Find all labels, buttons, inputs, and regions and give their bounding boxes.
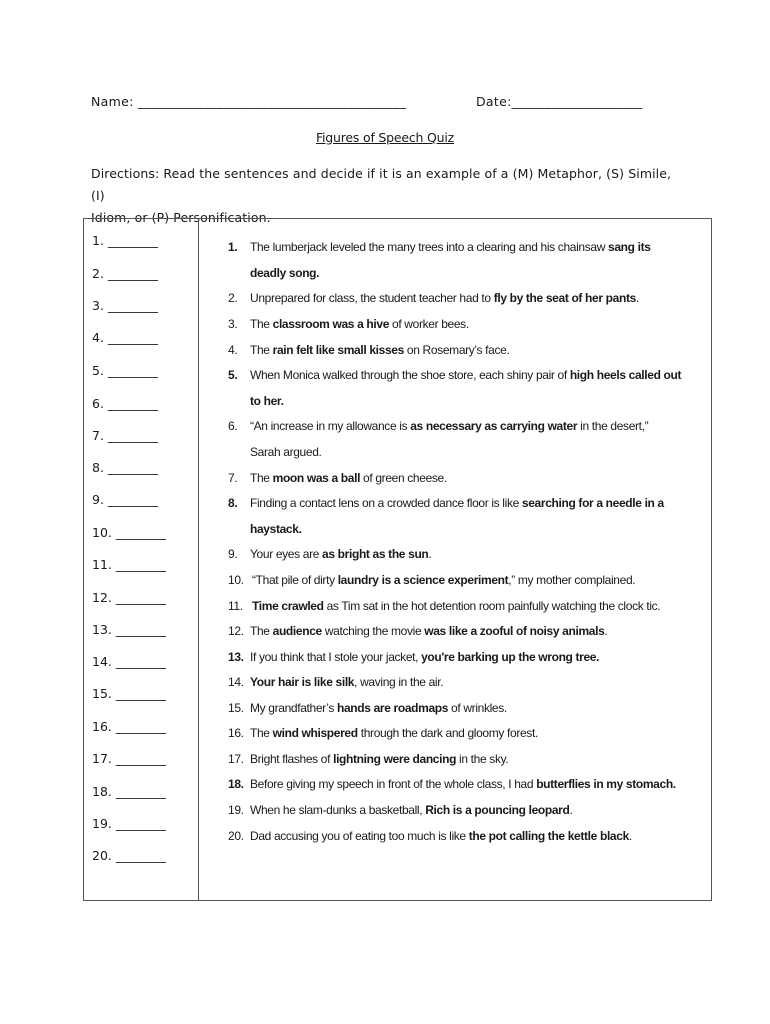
question-number: 3. <box>228 317 238 331</box>
date-field: Date:____________________ <box>476 94 643 109</box>
answer-blank-1[interactable]: 1. ________ <box>92 233 158 248</box>
question-text: . <box>569 803 573 817</box>
answer-blank-15[interactable]: 15. ________ <box>92 686 166 701</box>
question-number: 2. <box>228 291 238 305</box>
question-text: through the dark and gloomy forest. <box>357 726 538 740</box>
answer-blank-18[interactable]: 18. ________ <box>92 784 166 799</box>
question-number: 15. <box>228 701 244 715</box>
question-1-continued <box>250 266 319 280</box>
directions-line-1: Directions: Read the sentences and decide if it is an example of a (M) Metaphor, (S) Simile, (I) <box>91 166 672 203</box>
figure-of-speech: as bright as the sun <box>322 547 429 561</box>
figure-of-speech: was like a zooful of noisy animals <box>424 624 605 638</box>
question-number: 11. <box>228 599 243 613</box>
answer-blank-7[interactable]: 7. ________ <box>92 428 158 443</box>
figure-of-speech: you're barking up the wrong tree. <box>421 650 600 664</box>
question-number: 9. <box>228 547 238 561</box>
directions-line-2: Idiom, or (P) Personification. <box>91 210 271 225</box>
question-text: of green cheese. <box>360 471 447 485</box>
question-number: 14. <box>228 675 244 689</box>
answer-blank-14[interactable]: 14. ________ <box>92 654 166 669</box>
question-number: 7. <box>228 471 238 485</box>
figure-of-speech: searching for a needle in a <box>521 496 664 510</box>
question-text: as Tim sat in the hot detention room painfully watching the clock tic. <box>323 599 661 613</box>
question-number: 1. <box>228 240 238 254</box>
question-text: . <box>604 624 608 638</box>
answer-blank-13[interactable]: 13. ________ <box>92 622 166 637</box>
question-6-continued <box>250 445 322 459</box>
question-number: 10. <box>228 573 244 587</box>
question-text: Bright flashes of <box>250 752 334 766</box>
question-text: “An increase in my allowance is <box>250 419 411 433</box>
answer-blank-9[interactable]: 9. ________ <box>92 492 158 507</box>
question-text: Finding a contact lens on a crowded dance floor is like <box>250 496 522 510</box>
question-number: 5. <box>228 368 238 382</box>
question-text: If you think that I stole your jacket, <box>250 650 422 664</box>
question-text: My grandfather’s <box>250 701 337 715</box>
figure-of-speech: fly by the seat of her pants <box>493 291 636 305</box>
answer-blank-5[interactable]: 5. ________ <box>92 363 158 378</box>
figure-of-speech: as necessary as carrying water <box>410 419 578 433</box>
question-number: 19. <box>228 803 244 817</box>
answer-blank-19[interactable]: 19. ________ <box>92 816 166 831</box>
figure-of-speech: lightning were dancing <box>333 752 457 766</box>
figure-of-speech: classroom was a hive <box>272 317 390 331</box>
question-text: Unprepared for class, the student teacher had to <box>250 291 494 305</box>
question-text: in the sky. <box>456 752 509 766</box>
question-number: 6. <box>228 419 238 433</box>
figure-of-speech: audience <box>272 624 322 638</box>
answer-blank-20[interactable]: 20. ________ <box>92 848 166 863</box>
figure-of-speech: haystack. <box>250 522 302 536</box>
figure-of-speech: deadly song. <box>250 266 320 280</box>
question-text: The lumberjack leveled the many trees into a clearing and his chainsaw <box>250 240 609 254</box>
answer-blank-17[interactable]: 17. ________ <box>92 751 166 766</box>
page-title: Figures of Speech Quiz <box>315 130 455 145</box>
question-text: The <box>250 343 273 357</box>
question-text: When Monica walked through the shoe store, each shiny pair of <box>250 368 570 382</box>
question-text: , waving in the air. <box>354 675 444 689</box>
question-number: 18. <box>228 777 244 791</box>
question-text: watching the movie <box>321 624 425 638</box>
figure-of-speech: Rich is a pouncing leopard <box>425 803 570 817</box>
answer-blank-2[interactable]: 2. ________ <box>92 266 158 281</box>
question-text: Before giving my speech in front of the whole class, I had <box>250 777 537 791</box>
question-text: The <box>250 726 273 740</box>
header <box>91 94 681 112</box>
figure-of-speech: butterflies in my stomach. <box>536 777 676 791</box>
question-text: . <box>628 829 632 843</box>
quiz-table <box>83 218 712 901</box>
name-field: Name: _________________________________________ <box>91 94 407 109</box>
question-text: of wrinkles. <box>448 701 507 715</box>
figure-of-speech: Time crawled <box>252 599 324 613</box>
question-text: The <box>250 624 273 638</box>
question-text: ,” my mother complained. <box>508 573 636 587</box>
question-text: Your eyes are <box>250 547 323 561</box>
question-text: When he slam-dunks a basketball, <box>250 803 426 817</box>
answer-blank-12[interactable]: 12. ________ <box>92 590 166 605</box>
question-number: 8. <box>228 496 238 510</box>
question-text: The <box>250 317 273 331</box>
question-text: of worker bees. <box>389 317 469 331</box>
question-5-continued <box>250 394 284 408</box>
figure-of-speech: hands are roadmaps <box>337 701 449 715</box>
question-text: . <box>635 291 639 305</box>
answer-blank-4[interactable]: 4. ________ <box>92 330 158 345</box>
figure-of-speech: sang its <box>608 240 651 254</box>
figure-of-speech: Your hair is like silk <box>250 675 355 689</box>
figure-of-speech: rain felt like small kisses <box>272 343 404 357</box>
question-text: in the desert,” <box>577 419 649 433</box>
answer-blank-6[interactable]: 6. ________ <box>92 396 158 411</box>
answer-blank-3[interactable]: 3. ________ <box>92 298 158 313</box>
figure-of-speech: the pot calling the kettle black <box>468 829 629 843</box>
question-text: The <box>250 471 273 485</box>
answer-blank-10[interactable]: 10. ________ <box>92 525 166 540</box>
question-number: 20. <box>228 829 244 843</box>
figure-of-speech: wind whispered <box>272 726 358 740</box>
question-number: 17. <box>228 752 244 766</box>
question-text: . <box>428 547 432 561</box>
question-text: Dad accusing you of eating too much is like <box>250 829 469 843</box>
answer-blank-11[interactable]: 11. ________ <box>92 557 166 572</box>
answer-blank-16[interactable]: 16. ________ <box>92 719 166 734</box>
figure-of-speech: to her. <box>250 394 284 408</box>
figure-of-speech: moon was a ball <box>272 471 361 485</box>
question-number: 16. <box>228 726 244 740</box>
answer-column <box>84 219 199 900</box>
figure-of-speech: high heels called out <box>569 368 682 382</box>
question-text: “That pile of dirty <box>252 573 338 587</box>
answer-blank-8[interactable]: 8. ________ <box>92 460 158 475</box>
question-text: on Rosemary’s face. <box>403 343 510 357</box>
question-8-continued <box>250 522 302 536</box>
question-number: 4. <box>228 343 238 357</box>
question-number: 12. <box>228 624 244 638</box>
figure-of-speech: laundry is a science experiment <box>337 573 509 587</box>
question-text: Sarah argued. <box>250 445 322 459</box>
question-number: 13. <box>228 650 244 664</box>
